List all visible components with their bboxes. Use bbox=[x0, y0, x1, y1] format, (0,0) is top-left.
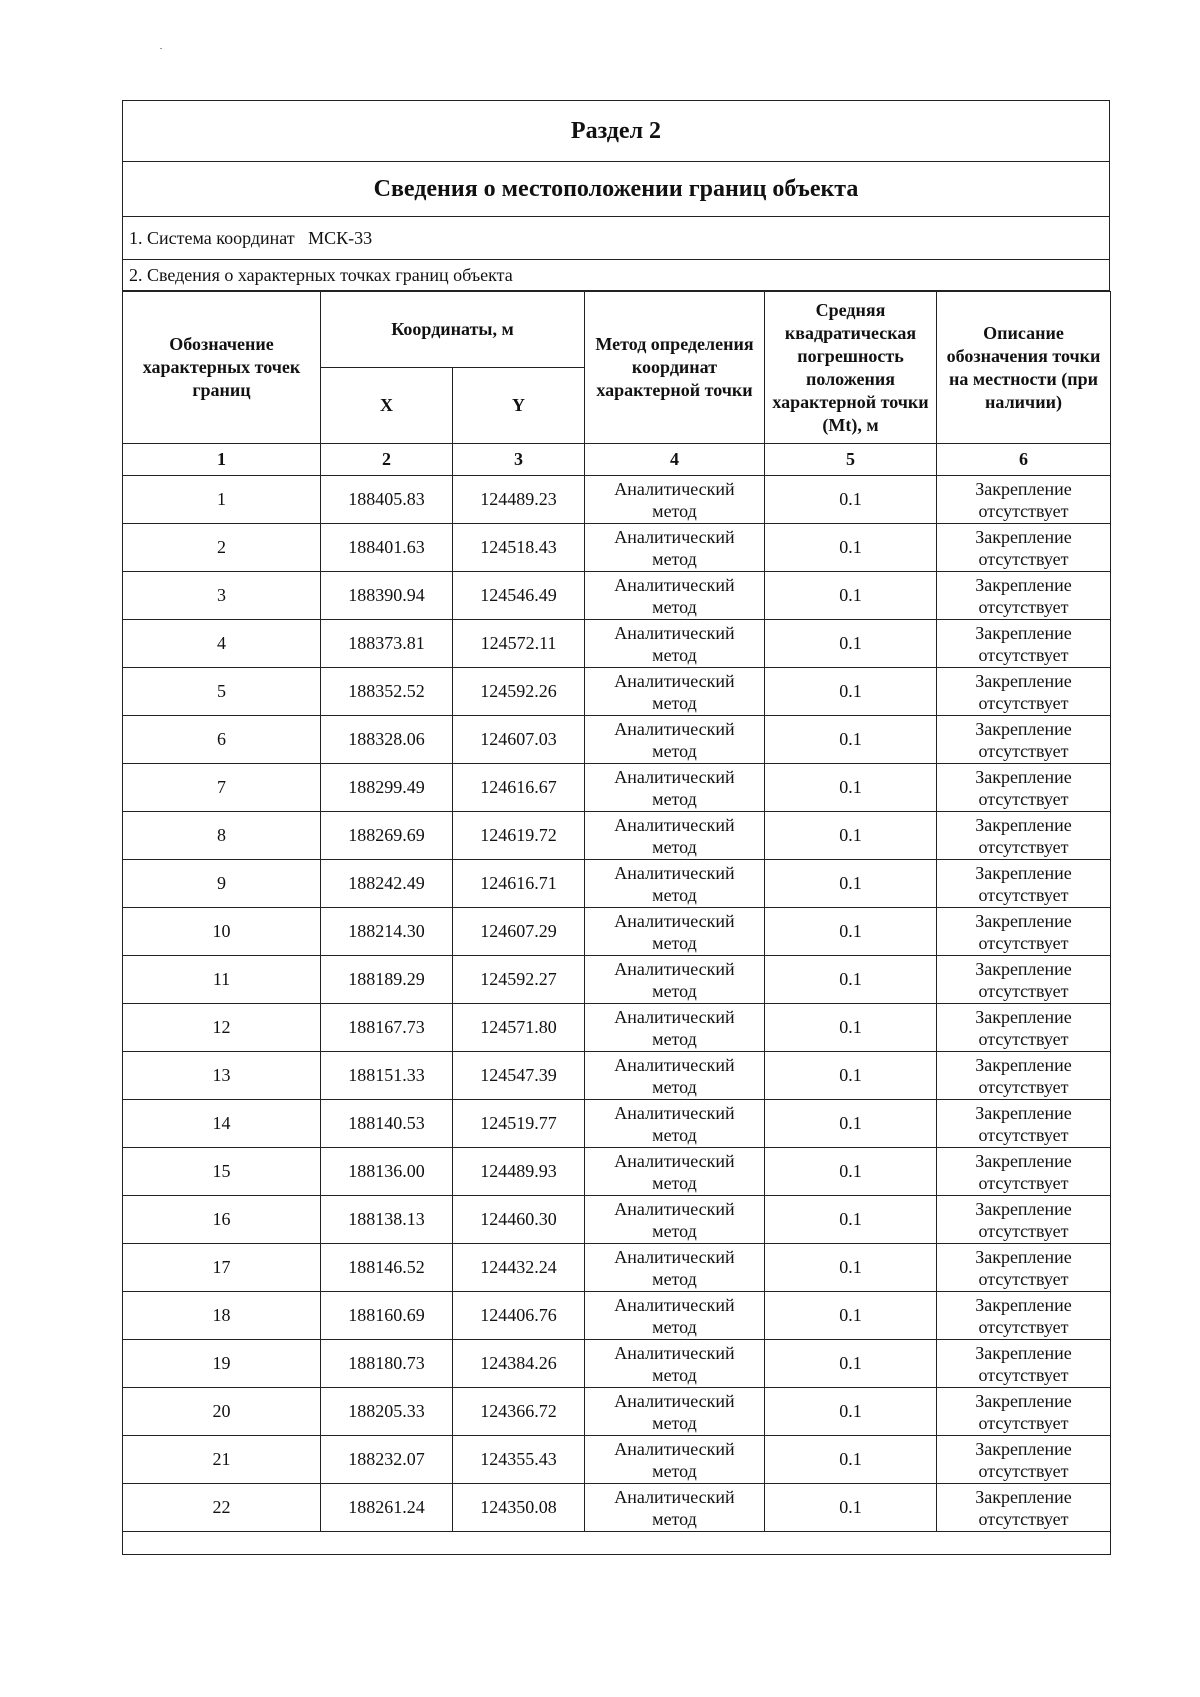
coord-x-cell: 188146.52 bbox=[321, 1244, 453, 1292]
description-line-1: Закрепление bbox=[975, 478, 1072, 499]
point-number-cell: 18 bbox=[123, 1292, 321, 1340]
table-row bbox=[123, 1148, 1111, 1196]
method-line-2: метод bbox=[652, 1124, 697, 1145]
table-row bbox=[123, 1484, 1111, 1532]
coord-y-cell: 124406.76 bbox=[453, 1292, 585, 1340]
error-value-cell: 0.1 bbox=[765, 908, 937, 956]
description-line-1: Закрепление bbox=[975, 670, 1072, 691]
description-line-2: отсутствует bbox=[978, 1220, 1069, 1241]
description-cell bbox=[937, 1388, 1111, 1436]
description-cell bbox=[937, 1052, 1111, 1100]
description-line-2: отсутствует bbox=[978, 644, 1069, 665]
description-line-2: отсутствует bbox=[978, 836, 1069, 857]
error-value-cell: 0.1 bbox=[765, 524, 937, 572]
coord-y-cell: 124518.43 bbox=[453, 524, 585, 572]
coord-y-cell: 124350.08 bbox=[453, 1484, 585, 1532]
method-line-1: Аналитический bbox=[614, 1246, 735, 1267]
error-value-cell: 0.1 bbox=[765, 620, 937, 668]
coord-y-cell: 124355.43 bbox=[453, 1436, 585, 1484]
description-line-2: отсутствует bbox=[978, 1460, 1069, 1481]
method-cell bbox=[585, 572, 765, 620]
method-line-2: метод bbox=[652, 980, 697, 1001]
description-line-2: отсутствует bbox=[978, 500, 1069, 521]
coord-y-cell: 124460.30 bbox=[453, 1196, 585, 1244]
header-y: Y bbox=[453, 368, 585, 444]
document-sheet bbox=[122, 100, 1110, 1555]
method-cell bbox=[585, 1340, 765, 1388]
method-cell bbox=[585, 812, 765, 860]
table-row bbox=[123, 1436, 1111, 1484]
description-line-1: Закрепление bbox=[975, 766, 1072, 787]
error-value-cell: 0.1 bbox=[765, 956, 937, 1004]
method-line-1: Аналитический bbox=[614, 478, 735, 499]
description-line-2: отсутствует bbox=[978, 1268, 1069, 1289]
description-line-2: отсутствует bbox=[978, 1316, 1069, 1337]
description-line-1: Закрепление bbox=[975, 862, 1072, 883]
error-value-cell: 0.1 bbox=[765, 1148, 937, 1196]
point-number-cell: 1 bbox=[123, 476, 321, 524]
description-cell bbox=[937, 716, 1111, 764]
method-cell bbox=[585, 1100, 765, 1148]
coord-y-cell: 124616.67 bbox=[453, 764, 585, 812]
table-row bbox=[123, 716, 1111, 764]
table-row bbox=[123, 956, 1111, 1004]
header-x: X bbox=[321, 368, 453, 444]
point-number-cell: 21 bbox=[123, 1436, 321, 1484]
point-number-cell: 6 bbox=[123, 716, 321, 764]
description-cell bbox=[937, 1196, 1111, 1244]
coord-system-label: 1. Система координат bbox=[129, 227, 295, 248]
description-cell bbox=[937, 1436, 1111, 1484]
coord-y-cell: 124607.03 bbox=[453, 716, 585, 764]
description-line-2: отсутствует bbox=[978, 1364, 1069, 1385]
coord-x-cell: 188405.83 bbox=[321, 476, 453, 524]
header-coordinates: Координаты, м bbox=[321, 292, 585, 368]
method-line-1: Аналитический bbox=[614, 1342, 735, 1363]
method-line-2: метод bbox=[652, 1508, 697, 1529]
method-cell bbox=[585, 668, 765, 716]
table-row bbox=[123, 764, 1111, 812]
method-cell bbox=[585, 1292, 765, 1340]
description-cell bbox=[937, 572, 1111, 620]
header-designation: Обозначение характерных точек границ bbox=[123, 292, 321, 444]
description-line-1: Закрепление bbox=[975, 814, 1072, 835]
table-row bbox=[123, 1340, 1111, 1388]
coord-x-cell: 188232.07 bbox=[321, 1436, 453, 1484]
method-line-1: Аналитический bbox=[614, 1486, 735, 1507]
method-line-2: метод bbox=[652, 1316, 697, 1337]
description-line-1: Закрепление bbox=[975, 1198, 1072, 1219]
description-line-1: Закрепление bbox=[975, 574, 1072, 595]
method-line-2: метод bbox=[652, 1364, 697, 1385]
method-line-1: Аналитический bbox=[614, 718, 735, 739]
point-number-cell: 11 bbox=[123, 956, 321, 1004]
coord-y-cell: 124546.49 bbox=[453, 572, 585, 620]
method-line-1: Аналитический bbox=[614, 574, 735, 595]
coord-y-cell: 124519.77 bbox=[453, 1100, 585, 1148]
coord-system-value: МСК-33 bbox=[308, 227, 373, 248]
description-line-1: Закрепление bbox=[975, 910, 1072, 931]
coord-x-cell: 188138.13 bbox=[321, 1196, 453, 1244]
column-number: 3 bbox=[453, 444, 585, 476]
method-line-1: Аналитический bbox=[614, 1150, 735, 1171]
method-line-2: метод bbox=[652, 1172, 697, 1193]
coord-y-cell: 124592.27 bbox=[453, 956, 585, 1004]
method-cell bbox=[585, 1244, 765, 1292]
description-line-2: отсутствует bbox=[978, 932, 1069, 953]
description-line-2: отсутствует bbox=[978, 548, 1069, 569]
method-line-1: Аналитический bbox=[614, 670, 735, 691]
point-number-cell: 19 bbox=[123, 1340, 321, 1388]
method-line-1: Аналитический bbox=[614, 1198, 735, 1219]
method-line-2: метод bbox=[652, 788, 697, 809]
method-line-2: метод bbox=[652, 1076, 697, 1097]
description-line-1: Закрепление bbox=[975, 1102, 1072, 1123]
description-cell bbox=[937, 476, 1111, 524]
coord-x-cell: 188136.00 bbox=[321, 1148, 453, 1196]
column-number: 6 bbox=[937, 444, 1111, 476]
method-line-1: Аналитический bbox=[614, 622, 735, 643]
point-number-cell: 2 bbox=[123, 524, 321, 572]
description-cell bbox=[937, 1244, 1111, 1292]
method-line-1: Аналитический bbox=[614, 1054, 735, 1075]
point-number-cell: 5 bbox=[123, 668, 321, 716]
description-line-2: отсутствует bbox=[978, 1076, 1069, 1097]
description-cell bbox=[937, 812, 1111, 860]
coord-y-cell: 124571.80 bbox=[453, 1004, 585, 1052]
description-line-1: Закрепление bbox=[975, 1294, 1072, 1315]
method-cell bbox=[585, 524, 765, 572]
table-row bbox=[123, 668, 1111, 716]
coord-x-cell: 188352.52 bbox=[321, 668, 453, 716]
method-cell bbox=[585, 716, 765, 764]
column-number: 1 bbox=[123, 444, 321, 476]
description-line-2: отсутствует bbox=[978, 788, 1069, 809]
method-cell bbox=[585, 956, 765, 1004]
coord-x-cell: 188328.06 bbox=[321, 716, 453, 764]
coord-x-cell: 188160.69 bbox=[321, 1292, 453, 1340]
method-line-1: Аналитический bbox=[614, 814, 735, 835]
coord-y-cell: 124489.23 bbox=[453, 476, 585, 524]
error-value-cell: 0.1 bbox=[765, 764, 937, 812]
scan-speck bbox=[160, 48, 162, 49]
description-cell bbox=[937, 908, 1111, 956]
method-line-2: метод bbox=[652, 932, 697, 953]
error-value-cell: 0.1 bbox=[765, 1196, 937, 1244]
coord-y-cell: 124619.72 bbox=[453, 812, 585, 860]
table-row bbox=[123, 1100, 1111, 1148]
coord-x-cell: 188205.33 bbox=[321, 1388, 453, 1436]
description-cell bbox=[937, 1100, 1111, 1148]
method-line-2: метод bbox=[652, 1268, 697, 1289]
error-value-cell: 0.1 bbox=[765, 668, 937, 716]
method-line-2: метод bbox=[652, 692, 697, 713]
method-line-2: метод bbox=[652, 884, 697, 905]
description-line-1: Закрепление bbox=[975, 1342, 1072, 1363]
section-title: Раздел 2 bbox=[123, 101, 1110, 162]
description-line-2: отсутствует bbox=[978, 1412, 1069, 1433]
point-number-cell: 12 bbox=[123, 1004, 321, 1052]
point-number-cell: 20 bbox=[123, 1388, 321, 1436]
method-line-1: Аналитический bbox=[614, 766, 735, 787]
coord-y-cell: 124366.72 bbox=[453, 1388, 585, 1436]
coord-y-cell: 124432.24 bbox=[453, 1244, 585, 1292]
error-value-cell: 0.1 bbox=[765, 476, 937, 524]
header-error: Средняя квадратическая погрешность положения характерной точки (Mt), м bbox=[765, 292, 937, 444]
description-line-2: отсутствует bbox=[978, 1028, 1069, 1049]
table-row bbox=[123, 908, 1111, 956]
table-row bbox=[123, 860, 1111, 908]
coord-y-cell: 124547.39 bbox=[453, 1052, 585, 1100]
description-line-2: отсутствует bbox=[978, 692, 1069, 713]
coord-x-cell: 188373.81 bbox=[321, 620, 453, 668]
coord-y-cell: 124384.26 bbox=[453, 1340, 585, 1388]
method-line-1: Аналитический bbox=[614, 1438, 735, 1459]
points-label: 2. Сведения о характерных точках границ объекта bbox=[123, 260, 1110, 291]
description-line-1: Закрепление bbox=[975, 958, 1072, 979]
method-line-2: метод bbox=[652, 500, 697, 521]
description-line-1: Закрепление bbox=[975, 1438, 1072, 1459]
error-value-cell: 0.1 bbox=[765, 1292, 937, 1340]
method-line-2: метод bbox=[652, 1412, 697, 1433]
error-value-cell: 0.1 bbox=[765, 1484, 937, 1532]
point-number-cell: 7 bbox=[123, 764, 321, 812]
description-cell bbox=[937, 956, 1111, 1004]
point-number-cell: 10 bbox=[123, 908, 321, 956]
point-number-cell: 9 bbox=[123, 860, 321, 908]
error-value-cell: 0.1 bbox=[765, 1100, 937, 1148]
method-line-1: Аналитический bbox=[614, 1006, 735, 1027]
error-value-cell: 0.1 bbox=[765, 572, 937, 620]
coord-x-cell: 188140.53 bbox=[321, 1100, 453, 1148]
description-line-2: отсутствует bbox=[978, 1508, 1069, 1529]
description-cell bbox=[937, 668, 1111, 716]
description-cell bbox=[937, 524, 1111, 572]
point-number-cell: 13 bbox=[123, 1052, 321, 1100]
table-row bbox=[123, 1052, 1111, 1100]
method-line-1: Аналитический bbox=[614, 1102, 735, 1123]
method-line-1: Аналитический bbox=[614, 526, 735, 547]
coord-x-cell: 188299.49 bbox=[321, 764, 453, 812]
coord-x-cell: 188261.24 bbox=[321, 1484, 453, 1532]
method-line-1: Аналитический bbox=[614, 1390, 735, 1411]
table-footer-cell bbox=[123, 1532, 1111, 1555]
error-value-cell: 0.1 bbox=[765, 860, 937, 908]
table-row bbox=[123, 1388, 1111, 1436]
description-line-2: отсутствует bbox=[978, 980, 1069, 1001]
method-cell bbox=[585, 908, 765, 956]
description-line-2: отсутствует bbox=[978, 1172, 1069, 1193]
description-line-1: Закрепление bbox=[975, 1054, 1072, 1075]
method-line-2: метод bbox=[652, 1460, 697, 1481]
description-cell bbox=[937, 620, 1111, 668]
table-row bbox=[123, 572, 1111, 620]
error-value-cell: 0.1 bbox=[765, 1004, 937, 1052]
table-footer-row bbox=[123, 1532, 1111, 1555]
method-line-2: метод bbox=[652, 740, 697, 761]
description-line-1: Закрепление bbox=[975, 1150, 1072, 1171]
method-cell bbox=[585, 1148, 765, 1196]
error-value-cell: 0.1 bbox=[765, 1436, 937, 1484]
section-frame bbox=[122, 100, 1110, 291]
table-row bbox=[123, 1244, 1111, 1292]
description-line-1: Закрепление bbox=[975, 1486, 1072, 1507]
method-line-1: Аналитический bbox=[614, 910, 735, 931]
method-cell bbox=[585, 1004, 765, 1052]
method-cell bbox=[585, 1484, 765, 1532]
point-number-cell: 22 bbox=[123, 1484, 321, 1532]
coord-x-cell: 188401.63 bbox=[321, 524, 453, 572]
table-row bbox=[123, 1004, 1111, 1052]
point-number-cell: 8 bbox=[123, 812, 321, 860]
section-subtitle: Сведения о местоположении границ объекта bbox=[123, 162, 1110, 217]
method-line-2: метод bbox=[652, 836, 697, 857]
point-number-cell: 17 bbox=[123, 1244, 321, 1292]
column-number: 4 bbox=[585, 444, 765, 476]
error-value-cell: 0.1 bbox=[765, 1340, 937, 1388]
coord-x-cell: 188269.69 bbox=[321, 812, 453, 860]
point-number-cell: 15 bbox=[123, 1148, 321, 1196]
method-cell bbox=[585, 476, 765, 524]
description-line-2: отсутствует bbox=[978, 740, 1069, 761]
description-cell bbox=[937, 1340, 1111, 1388]
method-line-2: метод bbox=[652, 644, 697, 665]
method-cell bbox=[585, 1196, 765, 1244]
method-line-2: метод bbox=[652, 1028, 697, 1049]
header-description: Описание обозначения точки на местности (при наличии) bbox=[937, 292, 1111, 444]
coord-x-cell: 188189.29 bbox=[321, 956, 453, 1004]
table-row bbox=[123, 1292, 1111, 1340]
description-line-2: отсутствует bbox=[978, 596, 1069, 617]
points-table bbox=[122, 291, 1111, 1555]
coord-x-cell: 188242.49 bbox=[321, 860, 453, 908]
method-line-2: метод bbox=[652, 596, 697, 617]
table-row bbox=[123, 620, 1111, 668]
method-line-2: метод bbox=[652, 548, 697, 569]
description-cell bbox=[937, 1004, 1111, 1052]
error-value-cell: 0.1 bbox=[765, 812, 937, 860]
method-line-1: Аналитический bbox=[614, 862, 735, 883]
description-cell bbox=[937, 1148, 1111, 1196]
description-cell bbox=[937, 1484, 1111, 1532]
table-row bbox=[123, 812, 1111, 860]
method-cell bbox=[585, 620, 765, 668]
method-cell bbox=[585, 764, 765, 812]
coord-x-cell: 188390.94 bbox=[321, 572, 453, 620]
coord-system-line bbox=[123, 217, 1110, 260]
table-row bbox=[123, 524, 1111, 572]
points-table-body bbox=[123, 476, 1111, 1532]
error-value-cell: 0.1 bbox=[765, 1244, 937, 1292]
coord-y-cell: 124572.11 bbox=[453, 620, 585, 668]
coord-y-cell: 124607.29 bbox=[453, 908, 585, 956]
column-number: 5 bbox=[765, 444, 937, 476]
point-number-cell: 16 bbox=[123, 1196, 321, 1244]
column-number: 2 bbox=[321, 444, 453, 476]
method-cell bbox=[585, 1052, 765, 1100]
column-number-row bbox=[123, 444, 1111, 476]
method-line-1: Аналитический bbox=[614, 1294, 735, 1315]
description-cell bbox=[937, 764, 1111, 812]
description-line-1: Закрепление bbox=[975, 622, 1072, 643]
method-cell bbox=[585, 1436, 765, 1484]
method-cell bbox=[585, 860, 765, 908]
coord-y-cell: 124616.71 bbox=[453, 860, 585, 908]
table-row bbox=[123, 1196, 1111, 1244]
coord-x-cell: 188214.30 bbox=[321, 908, 453, 956]
description-line-1: Закрепление bbox=[975, 1006, 1072, 1027]
method-cell bbox=[585, 1388, 765, 1436]
coord-y-cell: 124489.93 bbox=[453, 1148, 585, 1196]
point-number-cell: 14 bbox=[123, 1100, 321, 1148]
description-cell bbox=[937, 1292, 1111, 1340]
header-method: Метод определения координат характерной точки bbox=[585, 292, 765, 444]
point-number-cell: 3 bbox=[123, 572, 321, 620]
description-line-1: Закрепление bbox=[975, 1390, 1072, 1411]
error-value-cell: 0.1 bbox=[765, 1052, 937, 1100]
method-line-1: Аналитический bbox=[614, 958, 735, 979]
description-line-1: Закрепление bbox=[975, 718, 1072, 739]
table-row bbox=[123, 476, 1111, 524]
coord-y-cell: 124592.26 bbox=[453, 668, 585, 716]
point-number-cell: 4 bbox=[123, 620, 321, 668]
description-line-2: отсутствует bbox=[978, 884, 1069, 905]
error-value-cell: 0.1 bbox=[765, 716, 937, 764]
method-line-2: метод bbox=[652, 1220, 697, 1241]
description-line-2: отсутствует bbox=[978, 1124, 1069, 1145]
description-cell bbox=[937, 860, 1111, 908]
coord-x-cell: 188167.73 bbox=[321, 1004, 453, 1052]
description-line-1: Закрепление bbox=[975, 1246, 1072, 1267]
coord-x-cell: 188151.33 bbox=[321, 1052, 453, 1100]
description-line-1: Закрепление bbox=[975, 526, 1072, 547]
coord-x-cell: 188180.73 bbox=[321, 1340, 453, 1388]
error-value-cell: 0.1 bbox=[765, 1388, 937, 1436]
